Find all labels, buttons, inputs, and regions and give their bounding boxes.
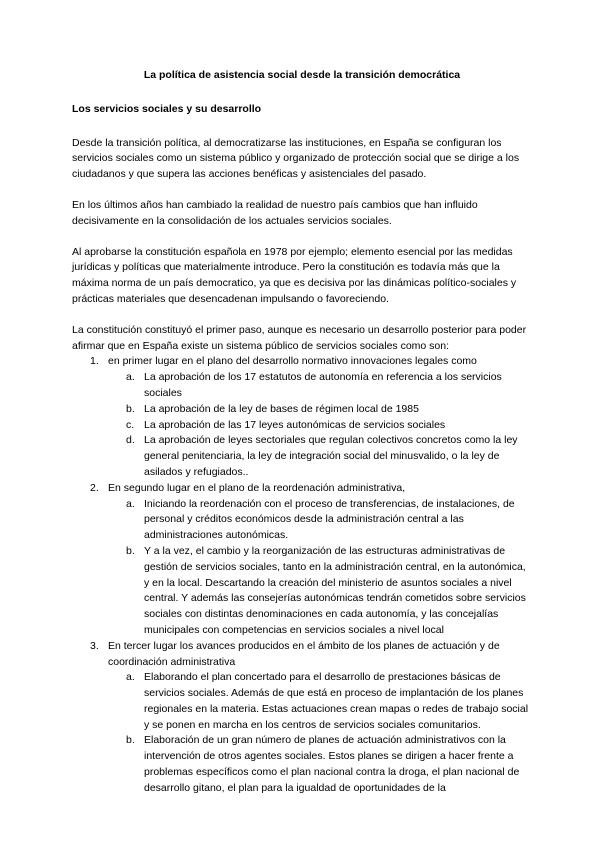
sub-list-item xyxy=(108,402,532,418)
sub-list-marker: c. xyxy=(126,418,135,431)
sub-list-item xyxy=(108,544,532,639)
sub-list-marker: a. xyxy=(126,497,135,510)
sub-list-item xyxy=(108,733,532,796)
sub-list-item-text: Y a la vez, el cambio y la reorganización de las estructuras administrativas de gestión de servicios sociales, tanto en la administración central, en la autonómica, y en la local. Descartando la creación del ministerio de asuntos sociales a nivel central. Y además las consejerías autonómicas tendrán cometidos sobre servicios sociales con distintas denominaciones en cada autonomía, y las concejalías municipales con competencias en servicios sociales a nivel local xyxy=(144,544,526,636)
list-item xyxy=(72,639,532,797)
sub-list-item-text: La aprobación de los 17 estatutos de autonomía en referencia a los servicios sociales xyxy=(144,371,502,399)
list-item-text: en primer lugar en el plano del desarrollo normativo innovaciones legales como xyxy=(108,355,477,368)
sub-list-item xyxy=(108,370,532,402)
sub-list-item-text: La aprobación de leyes sectoriales que regulan colectivos concretos como la ley general penitenciaria, la ley de integración social del minusvalido, o la ley de asilados y refugiados.. xyxy=(144,434,518,478)
list-marker: 3. xyxy=(90,639,99,652)
list-marker: 1. xyxy=(90,355,99,368)
paragraph: Desde la transición política, al democratizarse las instituciones, en España se configuran los servicios sociales como un sistema público y organizado de protección social que se dirige a los ciudadanos y que supera las acciones benéficas y asistenciales del pasado. xyxy=(72,136,520,181)
sub-list xyxy=(108,497,532,639)
list-item-text: En segundo lugar en el plano de la reordenación administrativa, xyxy=(108,481,406,494)
list-item xyxy=(72,354,532,480)
sub-list-marker: b. xyxy=(126,544,135,557)
document-title: La política de asistencia social desde la transición democrática xyxy=(143,69,461,81)
sub-list-item-text: La aprobación de las 17 leyes autonómicas de servicios sociales xyxy=(144,418,446,431)
list-item-text: En tercer lugar los avances producidos en el ámbito de los planes de actuación y de coordinación administrativa xyxy=(108,639,500,668)
sub-list-marker: d. xyxy=(126,434,135,447)
sub-list-item-text: Elaborando el plan concertado para el desarrollo de prestaciones básicas de servicios sociales. Además de que está en proceso de implantación de los planes regionales en la materia. Estas actuaciones crean mapas o redes de trabajo social y se ponen en marcha en los centros de servicios sociales comunitarios. xyxy=(144,671,529,731)
list-marker: 2. xyxy=(90,481,99,494)
sub-list xyxy=(108,670,532,796)
sub-list-marker: a. xyxy=(126,371,135,384)
sub-list-marker: b. xyxy=(126,402,135,415)
sub-list-item xyxy=(108,418,532,434)
sub-list xyxy=(108,370,532,481)
sub-list-item-text: La aprobación de la ley de bases de régimen local de 1985 xyxy=(144,402,419,415)
sub-list-item xyxy=(108,497,532,544)
paragraph: Al aprobarse la constitución española en 1978 por ejemplo; elemento esencial por las medidas jurídicas y políticas que materialmente introduce. Pero la constitución es todavía más que la máxima norma de un país democratico, ya que es decisiva por las dinámicas político-sociales y prácticas materiales que desencadenan impulsando o favoreciendo. xyxy=(72,245,517,305)
document-page xyxy=(72,68,532,797)
sub-list-item-text: Iniciando la reordenación con el proceso de transferencias, de instalaciones, de personal y créditos económicos desde la administración central a las administraciones autonómicas. xyxy=(144,497,515,542)
sub-list-marker: a. xyxy=(126,671,135,684)
sub-list-item-text: Elaboración de un gran número de planes de actuación administrativos con la intervención de otros agentes sociales. Estos planes se dirigen a hacer frente a problemas específicos como el plan nacional contra la droga, el plan nacional de desarrollo gitano, el plan para la igualdad de oportunidades de la xyxy=(144,734,520,794)
list-item xyxy=(72,481,532,639)
paragraph: En los últimos años han cambiado la realidad de nuestro país cambios que han influido decisivamente en la consolidación de los actuales servicios sociales. xyxy=(72,198,478,227)
section-heading: Los servicios sociales y su desarrollo xyxy=(72,102,262,115)
paragraph: La constitución constituyó el primer paso, aunque es necesario un desarrollo posterior para poder afirmar que en España existe un sistema público de servicios sociales como son: xyxy=(72,323,527,352)
sub-list-item xyxy=(108,670,532,733)
numbered-list xyxy=(72,354,532,796)
sub-list-item xyxy=(108,433,532,480)
sub-list-marker: b. xyxy=(126,734,135,747)
